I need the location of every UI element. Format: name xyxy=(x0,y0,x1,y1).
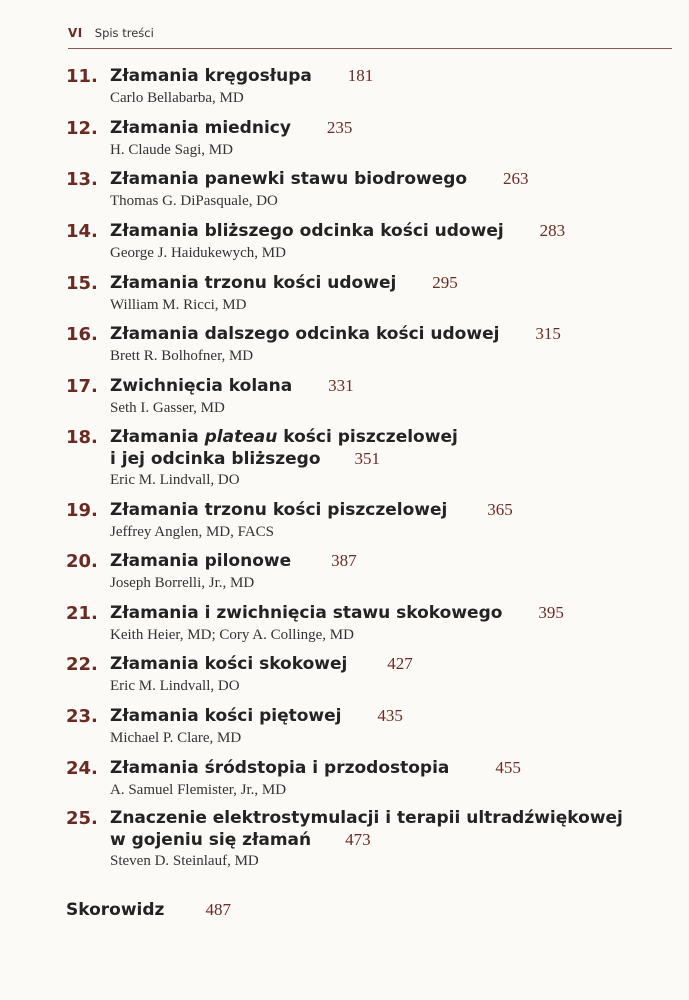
chapter-author: A. Samuel Flemister, Jr., MD xyxy=(110,782,287,798)
chapter-author: Jeffrey Anglen, MD, FACS xyxy=(110,524,275,540)
chapter-page: 283 xyxy=(539,221,566,240)
chapter-page: 331 xyxy=(328,376,354,395)
chapter-title xyxy=(110,272,670,294)
chapter-title xyxy=(110,602,670,624)
chapter-title-text: Zwichnięcia kolana xyxy=(110,376,293,396)
chapter-number: 13. xyxy=(66,169,98,190)
chapter-author: Joseph Borrelli, Jr., MD xyxy=(110,575,255,591)
chapter-title-text: Złamania śródstopia i przodostopia xyxy=(110,758,450,778)
title-text-line2: w gojeniu się złamań xyxy=(110,830,312,850)
chapter-number: 19. xyxy=(66,500,98,521)
chapter-page: 395 xyxy=(538,603,564,622)
chapter-title-line-1: Znaczenie elektrostymulacji i terapii ultradźwiękowej xyxy=(110,808,623,828)
chapter-title-line-2 xyxy=(110,448,670,470)
chapter-author: Keith Heier, MD; Cory A. Collinge, MD xyxy=(110,627,354,643)
chapter-number: 23. xyxy=(66,706,98,727)
chapter-title-text: Złamania panewki stawu biodrowego xyxy=(110,169,468,189)
chapter-page: 263 xyxy=(503,169,529,188)
chapter-number: 14. xyxy=(66,221,98,242)
chapter-title-line-2 xyxy=(110,829,670,851)
chapter-number: 12. xyxy=(66,118,98,139)
chapter-page: 315 xyxy=(535,324,561,343)
running-header xyxy=(68,26,154,40)
chapter-author: George J. Haidukewych, MD xyxy=(110,245,286,261)
chapter-number: 11. xyxy=(66,66,98,87)
chapter-title xyxy=(110,220,670,242)
title-text-italic: plateau xyxy=(204,427,278,447)
chapter-title xyxy=(110,757,670,779)
chapter-title xyxy=(110,807,670,851)
chapter-author: Steven D. Steinlauf, MD xyxy=(110,853,259,869)
chapter-author: Seth I. Gasser, MD xyxy=(110,400,225,416)
index-page: 487 xyxy=(205,900,232,919)
index-label: Skorowidz xyxy=(66,900,165,920)
chapter-number: 22. xyxy=(66,654,98,675)
chapter-title-text: Złamania trzonu kości piszczelowej xyxy=(110,500,448,520)
chapter-title-text: Złamania trzonu kości udowej xyxy=(110,273,397,293)
chapter-number: 15. xyxy=(66,273,98,294)
chapter-page: 295 xyxy=(432,273,458,292)
chapter-page: 365 xyxy=(487,500,513,519)
running-title: Spis treści xyxy=(94,26,154,40)
chapter-author: Eric M. Lindvall, DO xyxy=(110,678,240,694)
chapter-title xyxy=(110,168,670,190)
chapter-page: 435 xyxy=(377,706,403,725)
chapter-title xyxy=(110,499,670,521)
chapter-page: 235 xyxy=(326,118,353,137)
chapter-page: 351 xyxy=(354,449,381,468)
chapter-author: Brett R. Bolhofner, MD xyxy=(110,348,254,364)
chapter-author: Eric M. Lindvall, DO xyxy=(110,472,240,488)
chapter-title xyxy=(110,550,670,572)
title-text-line2: i jej odcinka bliższego xyxy=(110,449,321,469)
chapter-title-text: Złamania bliższego odcinka kości udowej xyxy=(110,221,504,241)
header-rule xyxy=(68,48,672,49)
chapter-title-text: Złamania miednicy xyxy=(110,118,291,138)
chapter-title-text: Złamania kości skokowej xyxy=(110,654,348,674)
chapter-number: 17. xyxy=(66,376,98,397)
chapter-page: 455 xyxy=(495,758,521,777)
title-text-post: kości piszczelowej xyxy=(277,427,458,447)
title-text-pre: Złamania xyxy=(110,427,205,447)
chapter-title-text: Złamania dalszego odcinka kości udowej xyxy=(110,324,500,344)
chapter-number: 20. xyxy=(66,551,98,572)
chapter-number: 18. xyxy=(66,427,98,448)
chapter-title xyxy=(110,705,670,727)
chapter-page: 387 xyxy=(331,551,357,570)
chapter-author: H. Claude Sagi, MD xyxy=(110,142,233,158)
chapter-title-text: Złamania i zwichnięcia stawu skokowego xyxy=(110,603,503,623)
chapter-number: 16. xyxy=(66,324,98,345)
chapter-page: 473 xyxy=(345,830,371,849)
chapter-title xyxy=(110,117,670,139)
chapter-title-text: Złamania kości piętowej xyxy=(110,706,342,726)
page-number: VI xyxy=(68,26,83,40)
chapter-title xyxy=(110,375,670,397)
chapter-title xyxy=(110,323,670,345)
chapter-number: 24. xyxy=(66,758,98,779)
chapter-title-text: Złamania kręgosłupa xyxy=(110,66,312,86)
chapter-author: Michael P. Clare, MD xyxy=(110,730,242,746)
chapter-author: Carlo Bellabarba, MD xyxy=(110,90,244,106)
chapter-number: 21. xyxy=(66,603,98,624)
chapter-title xyxy=(110,65,670,87)
chapter-author: Thomas G. DiPasquale, DO xyxy=(110,193,278,209)
chapter-title-text: Złamania pilonowe xyxy=(110,551,292,571)
chapter-title-line-1 xyxy=(110,426,670,448)
chapter-page: 181 xyxy=(347,66,374,85)
chapter-author: William M. Ricci, MD xyxy=(110,297,247,313)
chapter-title xyxy=(110,653,670,675)
chapter-title xyxy=(110,426,670,470)
chapter-number: 25. xyxy=(66,808,98,829)
index-entry[interactable] xyxy=(66,900,231,920)
chapter-page: 427 xyxy=(387,654,413,673)
